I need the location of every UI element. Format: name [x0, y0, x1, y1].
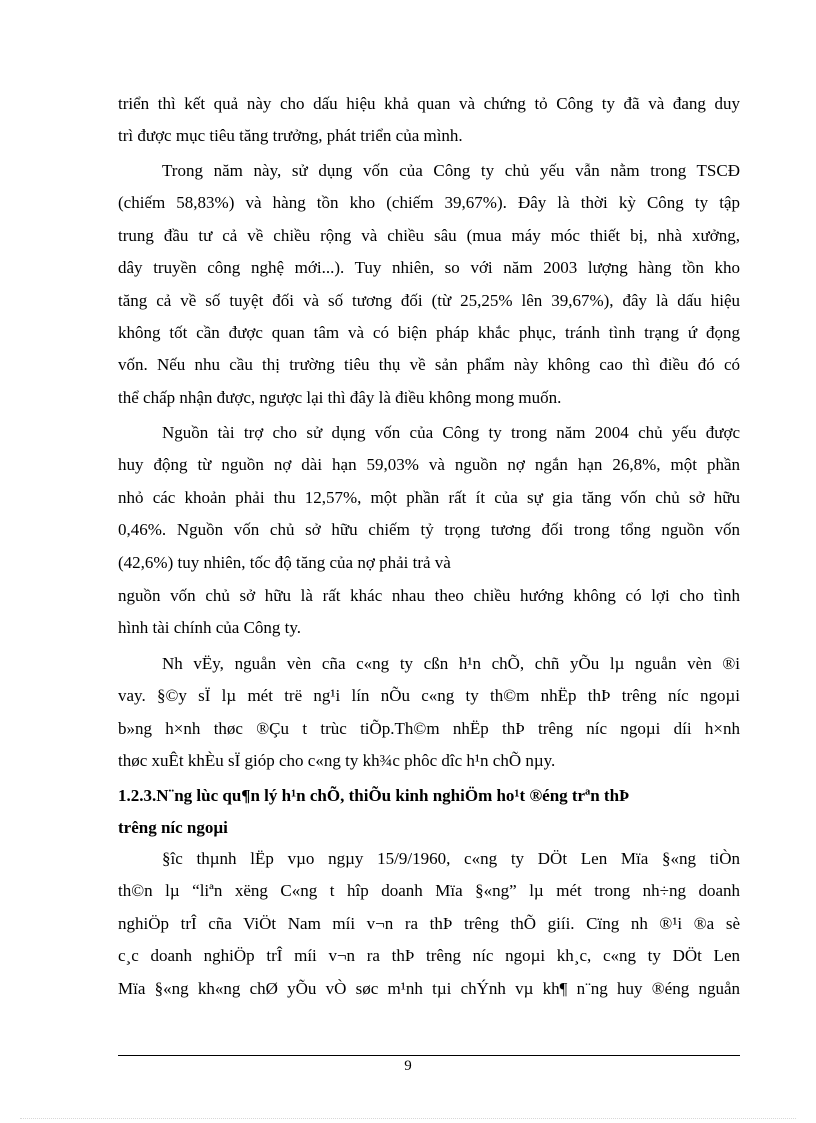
- paragraph-capital-usage: [118, 155, 740, 414]
- heading-line: 1.2.3.N¨ng lùc qu¶n lý h¹n chÕ, thiÕu kinh nghiÖm ho¹t ®éng trªn thÞ: [118, 786, 630, 805]
- text-line: hình tài chính của Công ty.: [118, 618, 302, 638]
- text-line: thể chấp nhận được, ngược lại thì đây là điều không mong muốn.: [118, 387, 562, 407]
- paragraph-funding-sources: [118, 417, 740, 579]
- text-line: triển thì kết quả này cho dấu hiệu khả quan và chứng tỏ Công ty đã và đang duy: [118, 94, 740, 113]
- section-heading: [118, 780, 740, 845]
- text-line: Mïa §«ng kh«ng chØ yÕu vÒ søc m¹nh tµi chÝnh vµ kh¶ n¨ng huy ®éng nguån: [118, 978, 740, 998]
- page-bottom-edge: [20, 1118, 796, 1119]
- paragraph-vntime-encoded: [118, 648, 740, 778]
- text-line: dây truyền công nghệ mới...). Tuy nhiên, so với năm 2003 lượng hàng tồn kho: [118, 258, 740, 278]
- text-line: nghiÖp trÎ cña ViÖt Nam míi v¬n ra thÞ trêng thÕ giíi. Cïng nh ®¹i ®a sè: [118, 913, 740, 933]
- text-line: tăng cả về số tuyệt đối và số tương đối (từ 25,25% lên 39,67%), đây là dấu hiệu: [118, 290, 740, 310]
- text-line: Nguồn tài trợ cho sử dụng vốn của Công ty trong năm 2004 chủ yếu được: [162, 423, 740, 442]
- paragraph-continuation: [118, 88, 740, 153]
- paragraph-company-history: [118, 843, 740, 1005]
- text-line: Nh vËy, nguån vèn cña c«ng ty cßn h¹n chÕ, chñ yÕu lµ nguån vèn ®i: [162, 654, 740, 673]
- text-line: Trong năm này, sử dụng vốn của Công ty chủ yếu vẫn nằm trong TSCĐ: [162, 161, 740, 180]
- text-line: (chiếm 58,83%) và hàng tồn kho (chiếm 39,67%). Đây là thời kỳ Công ty tập: [118, 193, 740, 213]
- text-line: th©n lµ “liªn xëng C«ng t hîp doanh Mïa §«ng” lµ mét trong nh÷ng doanh: [118, 881, 740, 901]
- text-line: b»ng h×nh thøc ®Çu t trùc tiÕp.Th©m nhËp thÞ trêng níc ngoµi díi h×nh: [118, 718, 740, 738]
- text-line: §îc thµnh lËp vµo ngµy 15/9/1960, c«ng ty DÖt Len Mïa §«ng tiÒn: [162, 849, 740, 868]
- text-line: trì được mục tiêu tăng trưởng, phát triển của mình.: [118, 126, 463, 146]
- text-line: vay. §©y sÏ lµ mét trë ng¹i lín nÕu c«ng ty th©m nhËp thÞ trêng níc ngoµi: [118, 686, 740, 706]
- paragraph-funding-continued: [118, 580, 740, 645]
- heading-line: trêng níc ngoµi: [118, 818, 228, 838]
- text-line: thøc xuÊt khÈu sÏ gióp cho c«ng ty kh¾c phôc dîc h¹n chÕ nµy.: [118, 751, 556, 771]
- text-line: nguồn vốn chủ sở hữu là rất khác nhau theo chiều hướng không có lợi cho tình: [118, 586, 740, 605]
- text-line: nhỏ các khoản phải thu 12,57%, một phần rất ít của sự gia tăng vốn chủ sở hữu: [118, 487, 740, 507]
- footer-divider: [118, 1055, 740, 1056]
- text-line: c¸c doanh nghiÖp trÎ míi v¬n ra thÞ trêng níc ngoµi kh¸c, c«ng ty DÖt Len: [118, 946, 740, 966]
- text-line: trung đầu tư cả về chiều rộng và chiều sâu (mua máy móc thiết bị, nhà xưởng,: [118, 225, 740, 245]
- text-line: 0,46%. Nguồn vốn chủ sở hữu chiếm tỷ trọng tương đối trong tổng nguồn vốn: [118, 520, 740, 540]
- text-line: không tốt cần được quan tâm và có biện pháp khắc phục, tránh tình trạng ứ đọng: [118, 323, 740, 343]
- text-line: (42,6%) tuy nhiên, tốc độ tăng của nợ phải trả và: [118, 552, 451, 572]
- page-number: 9: [404, 1058, 412, 1074]
- text-line: vốn. Nếu nhu cầu thị trường tiêu thụ về sản phẩm này không cao thì điều đó có: [118, 355, 740, 375]
- text-line: huy động từ nguồn nợ dài hạn 59,03% và nguồn nợ ngắn hạn 26,8%, một phần: [118, 455, 740, 475]
